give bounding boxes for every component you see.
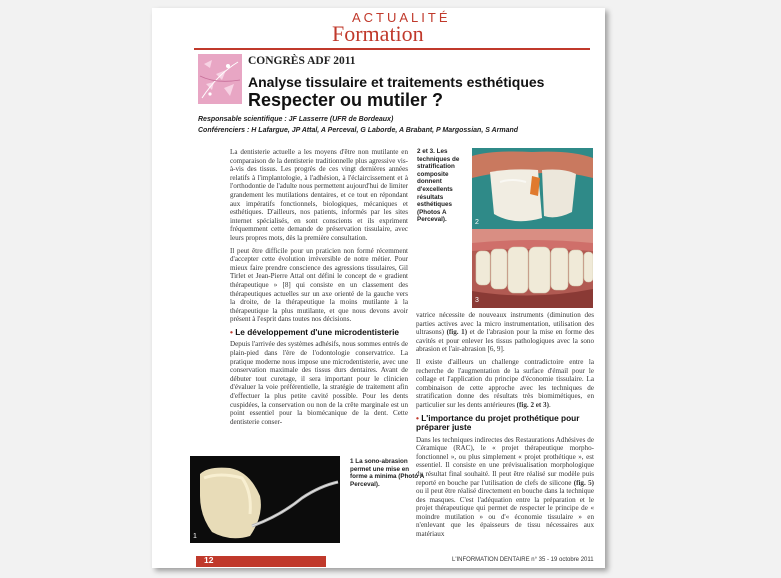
speakers: Conférenciers : H Lafargue, JP Attal, A Perceval, G Laborde, A Brabant, P Margossian, S Armand bbox=[198, 127, 519, 134]
photo-number: 3 bbox=[475, 297, 479, 304]
section-heading: • Le développement d'une microdentisterie bbox=[230, 326, 400, 337]
photo-fig2-stratification bbox=[472, 148, 593, 229]
paragraph: Il peut être difficile pour un praticien non formé récemment d'accepter cette évolution irréversible de notre métier. Pour mieux faire prendre conscience des agressions tissulaires, Gil Tirlet et Jean-Pierre Attal ont défini le concept de « gradient thérapeutique » [8] qui consiste en un classement des thérapeutiques actuelles sur un axe orienté de la gauche vers la droite, de la thérapeutique la moins mutilante à la thérapeutique la plus mutilante, et que nous devons avoir présent à l'esprit dans toutes nos décisions. bbox=[230, 246, 408, 324]
congres-label: CONGRÈS ADF 2011 bbox=[248, 55, 356, 67]
photo-fig3-smile bbox=[472, 229, 593, 308]
section-label: ACTUALITÉ bbox=[352, 10, 451, 25]
caption-fig23: 2 et 3. Les techniques de stratification composite donnent d'excellents résultats esthétiques (Photos A Perceval). bbox=[417, 148, 460, 224]
column-right bbox=[416, 311, 594, 543]
page-number: 12 bbox=[204, 555, 214, 565]
journal-page bbox=[152, 8, 605, 568]
journal-reference: L'INFORMATION DENTAIRE n° 35 - 19 octobre 2011 bbox=[452, 557, 594, 563]
paragraph: Depuis l'arrivée des systèmes adhésifs, nous sommes entrés de plain-pied dans l'ère de l'odontologie conservatrice. La pratique moderne nous impose une microdentisterie, avec une conservation maximale des tissus durs dentaires. Avant de débuter tout curetage, il sera important pour le clinicien d'évaluer la voie préférentielle, la stratégie de traitement afin d'effectuer la plus petite cavité possible. Pour les dents cuspidées, la conservation ou non de la crête marginale est un point essentiel pour la biomécanique de la dent. Cette dentisterie conser- bbox=[230, 340, 408, 426]
paragraph: La dentisterie actuelle a les moyens d'être non mutilante en comparaison de la dentisterie traditionnelle plus agressive vis-à-vis des tissus. Les progrès de ces vingt dernières années relatifs à l'implantologie, à l'adhésion, à l'éclaircissement et à l'orthodontie de l'adulte nous permettent aujourd'hui de limiter grandement les mutilations dentaires, et ce tout en répondant aux impératifs fonctionnels, biologiques, mécaniques et esthétiques. D'ailleurs, nos patients, informés par les sites internet spécialisés, en sont conscients et ils expriment fréquemment cette demande de préservation tissulaire, avec leurs propres mots, dès la première consultation. bbox=[230, 148, 408, 242]
column-left bbox=[230, 148, 408, 430]
paragraph: Dans les techniques indirectes des Restaurations Adhésives de Céramique (RAC), le « projet thérapeutique morpho-fonctionnel », ou plus simplement « projet prothétique », est essentiel. Il consiste en une prévisualisation morphologique du résultat final souhaité. Il peut être réalisé sur modèle puis reporté en bouche par l'utilisation de clefs de silicone (fig. 5) ou il peut être réalisé directement en bouche dans la technique des masques. C'est l'adéquation entre la préparation et le projet thérapeutique qui permet de respecter le principe de « moindre mutilation » ou d'« économie tissulaire » en n'enlevant que les épaisseurs de tissu nécessaires aux matériaux bbox=[416, 435, 594, 539]
paragraph: vatrice nécessite de nouveaux instruments (diminution des parties actives avec la micro instrumentation, utilisation des ultrasons) (fig. 1) et de l'abrasion pour la mise en forme des cavités et pour enlever les tissus pathologiques avec la sono abrasion et l'air-abrasion [6, 9]. bbox=[416, 311, 594, 354]
caption-fig1: 1 La sono-abrasion permet une mise en forme a minima (Photo A Perceval). bbox=[350, 458, 425, 488]
header-rule bbox=[194, 48, 590, 50]
paragraph: Il existe d'ailleurs un challenge contradictoire entre la recherche de l'augmentation de la surface d'émail pour le collage et l'application du principe d'économie tissulaire. La combinaison de cette approche avec les techniques de stratification donne des résultats très biomimétiques, en particulier sur les dents antérieures (fig. 2 et 3). bbox=[416, 357, 594, 409]
footer-bar bbox=[196, 556, 326, 567]
photo-sono-abrasion bbox=[190, 456, 340, 543]
scientific-lead: Responsable scientifique : JF Lasserre (UFR de Bordeaux) bbox=[198, 116, 394, 123]
section-title: Formation bbox=[332, 21, 424, 46]
photo-number: 1 bbox=[193, 533, 197, 540]
article-subtitle: Respecter ou mutiler ? bbox=[248, 90, 444, 110]
article-title: Analyse tissulaire et traitements esthétiques bbox=[248, 74, 545, 90]
photo-number: 2 bbox=[475, 219, 479, 226]
congres-thumbnail bbox=[198, 54, 242, 104]
section-heading: • L'importance du projet prothétique pour préparer juste bbox=[416, 412, 580, 433]
